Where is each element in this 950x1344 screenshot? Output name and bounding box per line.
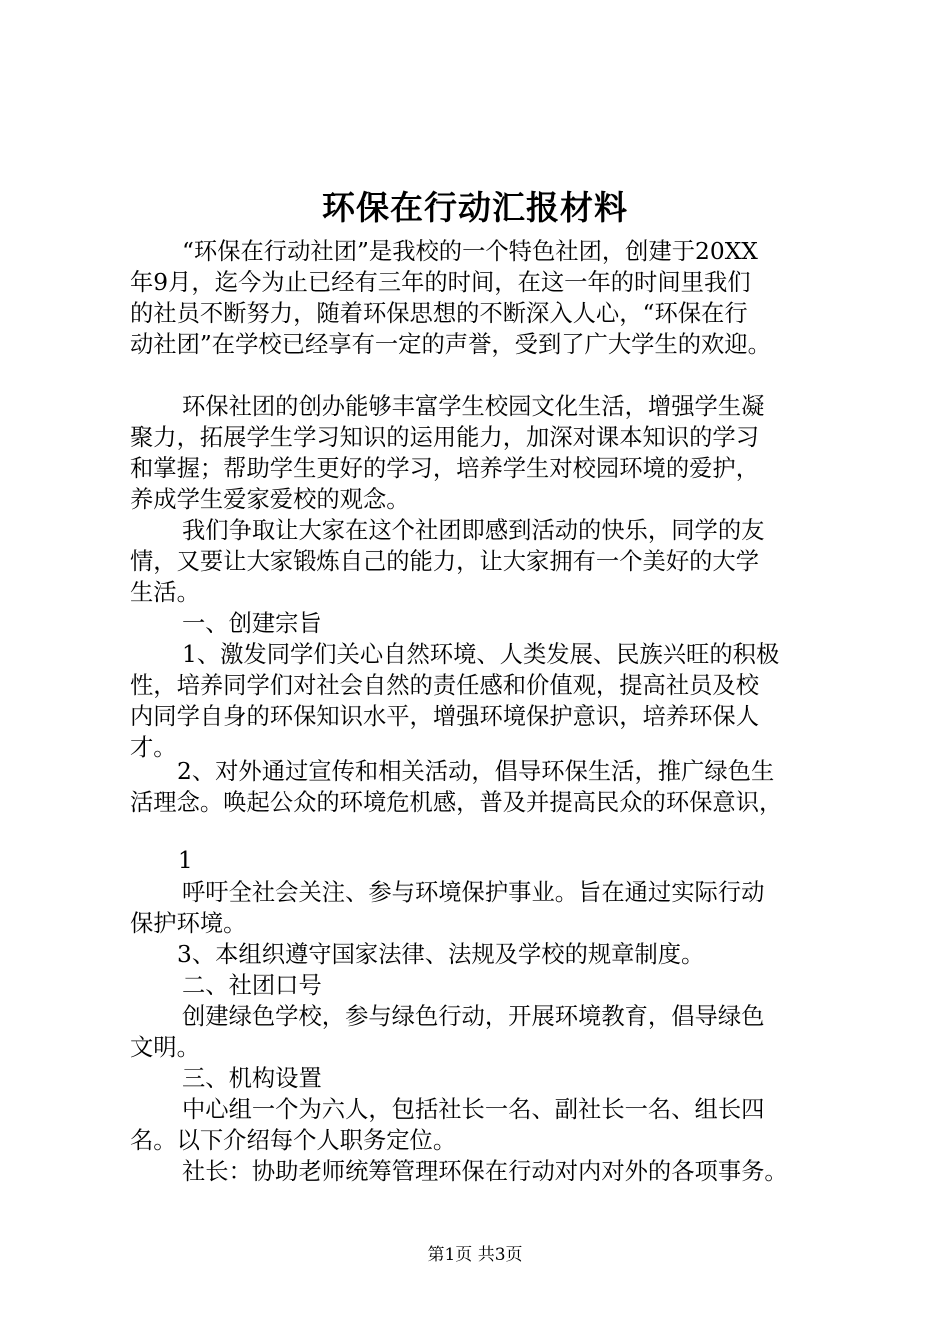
text-line: 名。以下介绍每个人职务定位。	[130, 1127, 457, 1154]
text-line: 生活。	[130, 579, 200, 606]
text-line: 保护环境。	[130, 910, 247, 937]
document-title: 环保在行动汇报材料	[322, 188, 628, 227]
paragraph-intro	[130, 236, 835, 360]
text-line: 活理念。唤起公众的环境危机感，普及并提高民众的环保意识，	[130, 789, 783, 816]
section-heading: 一、创建宗旨	[182, 610, 322, 637]
paragraph-group-main	[130, 391, 835, 763]
text-line: 和掌握；帮助学生更好的学习，培养学生对校园环境的爱护，	[130, 455, 760, 482]
text-line: 情，又要让大家锻炼自己的能力，让大家拥有一个美好的大学	[130, 548, 760, 575]
text-line: 创建绿色学校，参与绿色行动，开展环境教育，倡导绿色	[182, 1003, 765, 1030]
text-line: 年9月，迄今为止已经有三年的时间，在这一年的时间里我们	[130, 269, 751, 296]
paragraph-group-continued	[130, 877, 835, 1187]
text-line: 内同学自身的环保知识水平，增强环境保护意识，培养环保人	[130, 703, 760, 730]
text-line: 文明。	[130, 1034, 200, 1061]
section-heading: 二、社团口号	[182, 972, 322, 999]
paragraph-item-2	[130, 756, 835, 818]
text-line: “环保在行动社团”是我校的一个特色社团，创建于20XX	[182, 238, 758, 265]
text-line: 社长：协助老师统筹管理环保在行动对内对外的各项事务。	[182, 1158, 788, 1185]
inline-page-number: 1	[178, 848, 193, 874]
text-line: 聚力，拓展学生学习知识的运用能力，加深对课本知识的学习	[130, 424, 760, 451]
text-line: 1、激发同学们关心自然环境、人类发展、民族兴旺的积极	[182, 641, 780, 668]
text-line: 养成学生爱家爱校的观念。	[130, 486, 410, 513]
text-line: 性，培养同学们对社会自然的责任感和价值观，提高社员及校	[130, 672, 760, 699]
section-heading: 三、机构设置	[182, 1065, 322, 1092]
text-line: 的社员不断努力，随着环保思想的不断深入人心，“环保在行	[130, 300, 748, 327]
text-line: 才。	[130, 734, 177, 761]
text-line: 2、对外通过宣传和相关活动，倡导环保生活，推广绿色生	[177, 758, 775, 785]
text-line: 环保社团的创办能够丰富学生校园文化生活，增强学生凝	[182, 393, 765, 420]
text-line: 呼吁全社会关注、参与环境保护事业。旨在通过实际行动	[182, 879, 765, 906]
text-line: 3、本组织遵守国家法律、法规及学校的规章制度。	[177, 941, 705, 968]
page-footer: 第1页 共3页	[427, 1245, 523, 1265]
text-line: 我们争取让大家在这个社团即感到活动的快乐，同学的友	[182, 517, 765, 544]
text-line: 动社团”在学校已经享有一定的声誉，受到了广大学生的欢迎。	[130, 331, 771, 358]
text-line: 中心组一个为六人，包括社长一名、副社长一名、组长四	[182, 1096, 765, 1123]
